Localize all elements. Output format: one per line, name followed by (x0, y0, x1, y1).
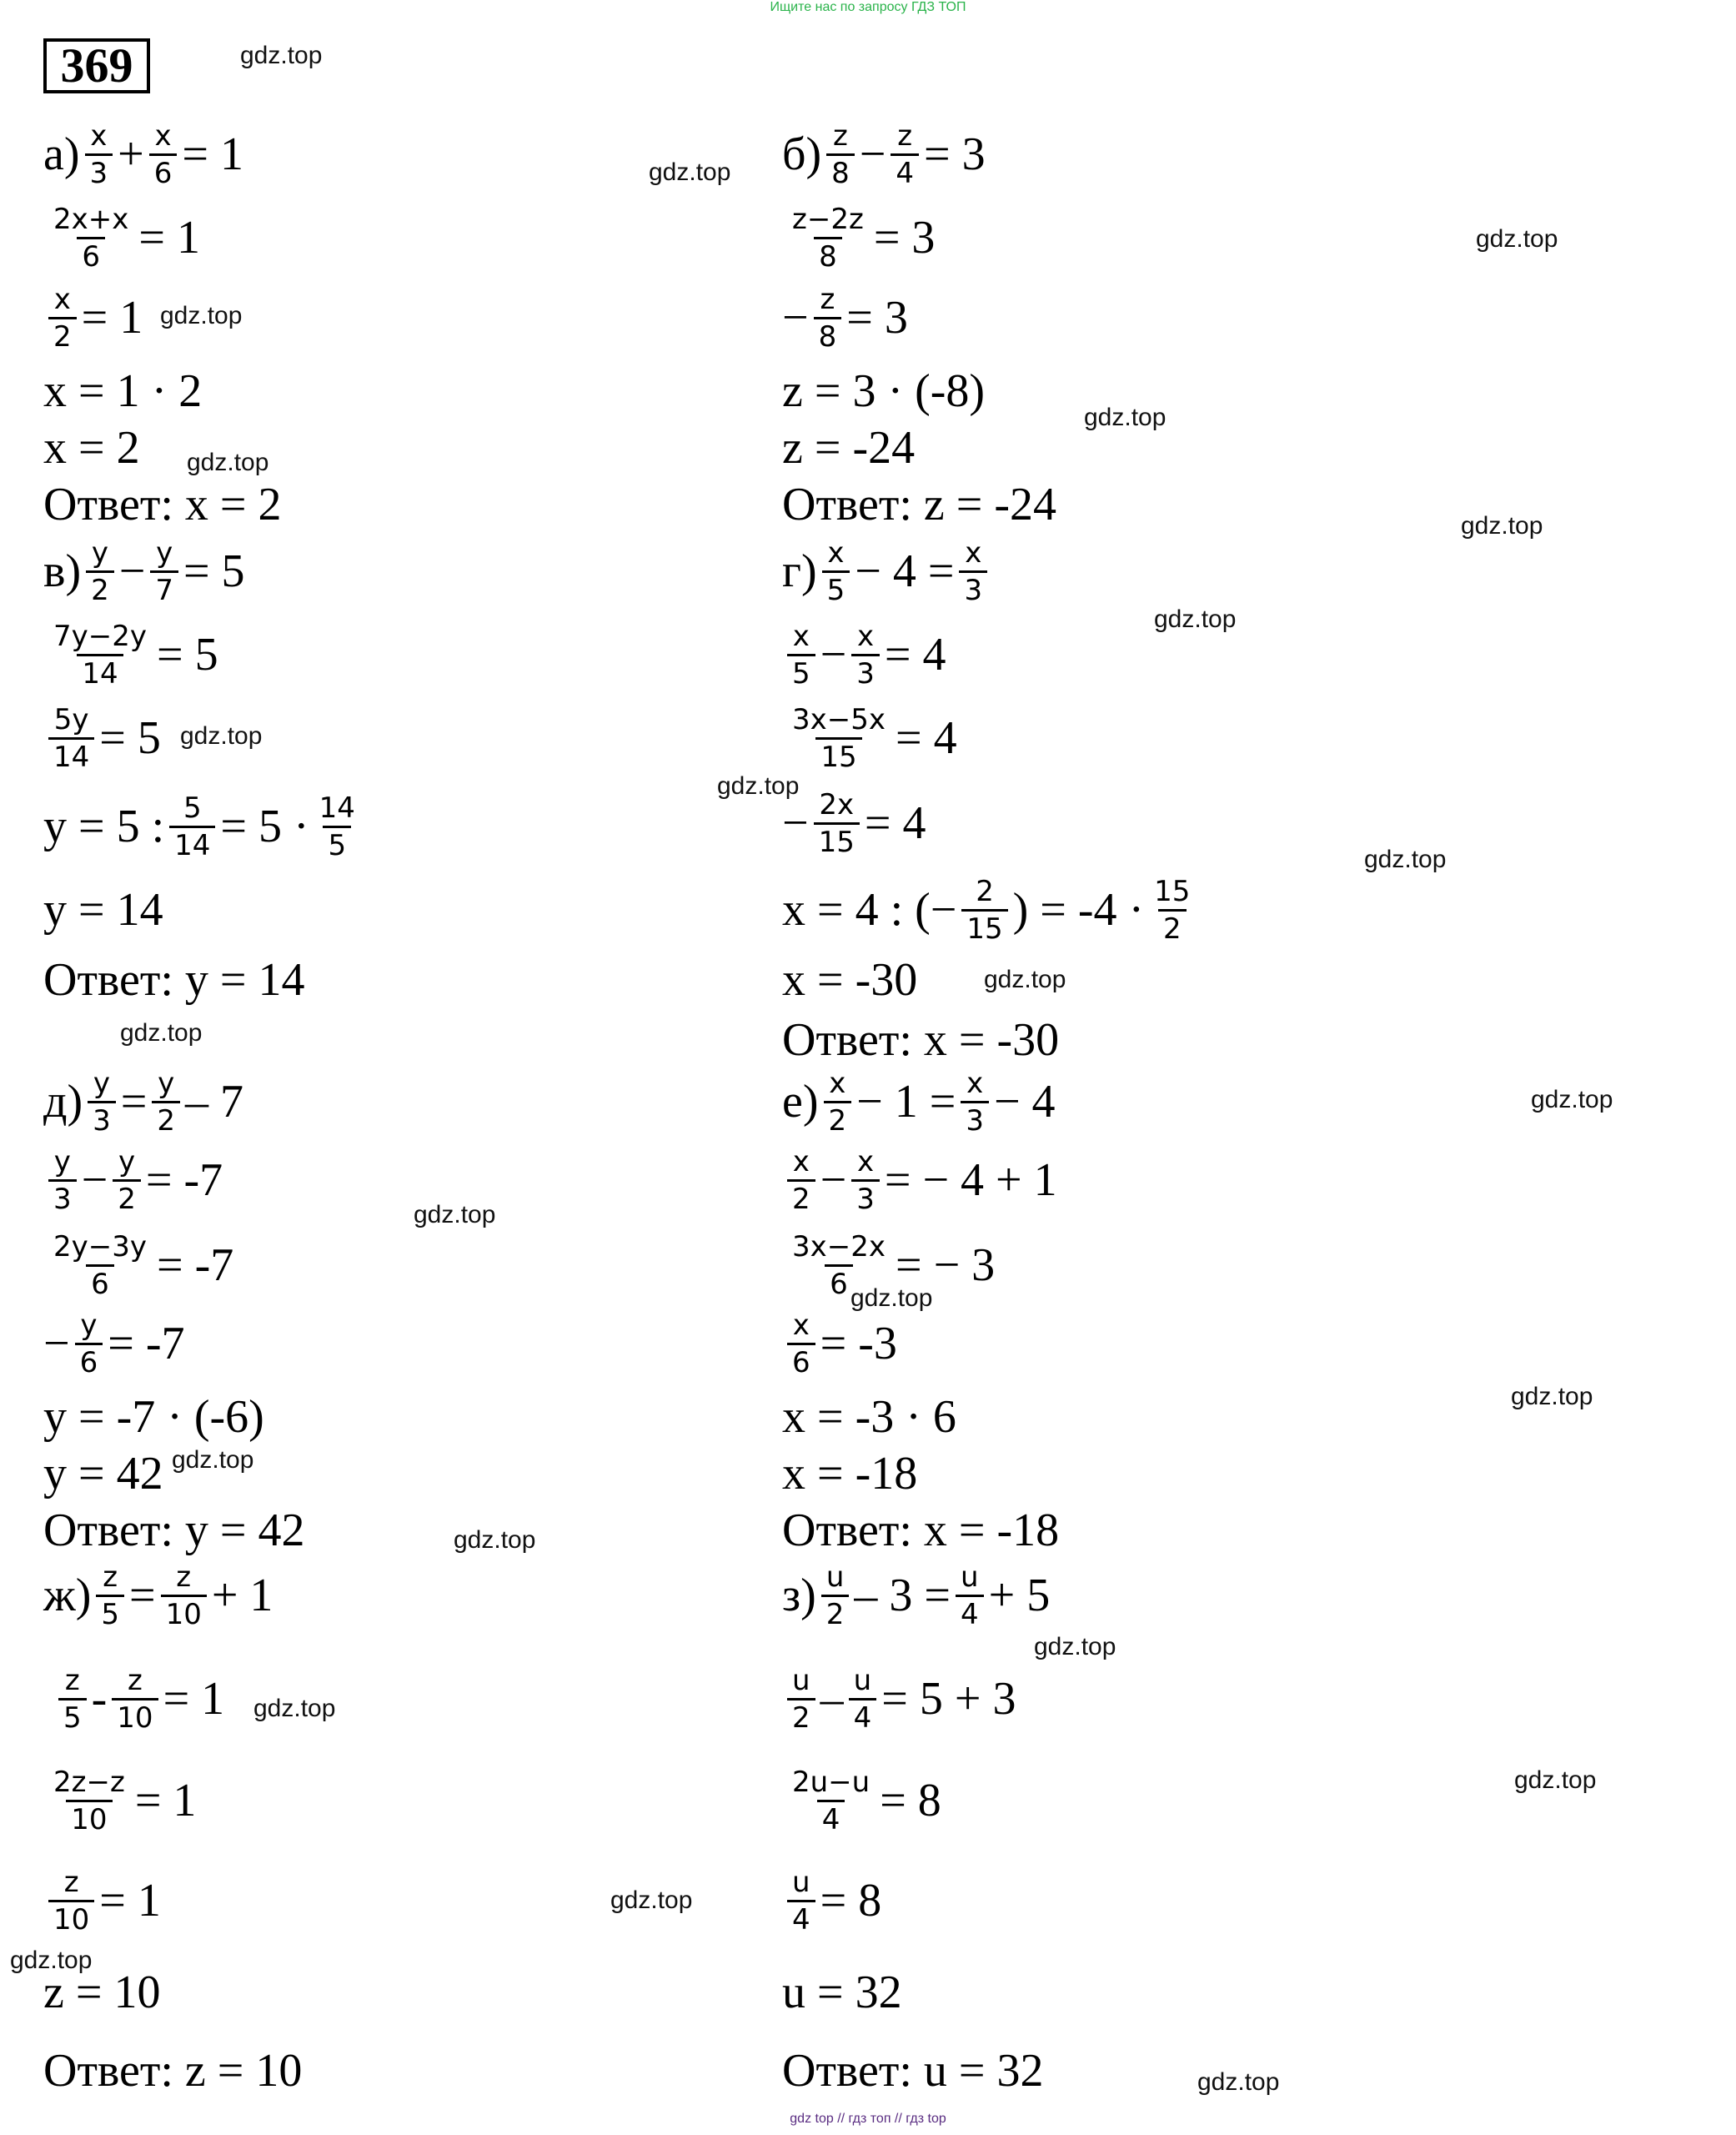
part-d-equation: д) $\frac{y}{3}$ = $\frac{y}{2}$ – 7 (43, 1066, 244, 1138)
part-d-step: y = -7 · (-6) (43, 1391, 264, 1443)
fraction: $\frac{2}{15}$ (961, 874, 1007, 947)
fraction: $\frac{z}{10}$ (48, 1865, 94, 1937)
part-e-step: $\frac{x}{2}$ − $\frac{x}{3}$ = − 4 + 1 (782, 1143, 1057, 1218)
fraction: $\frac{x}{3}$ (851, 619, 880, 691)
part-e-step: x = -18 (782, 1448, 918, 1500)
part-a-answer: Ответ: x = 2 (43, 479, 282, 530)
watermark: gdz.top (1461, 512, 1543, 540)
watermark: gdz.top (1476, 225, 1558, 253)
watermark: gdz.top (1154, 605, 1237, 633)
fraction: $\frac{z}{5}$ (96, 1560, 124, 1632)
watermark: gdz.top (850, 1284, 933, 1312)
part-d-step: $\frac{y}{3}$ − $\frac{y}{2}$ = -7 (43, 1143, 223, 1218)
watermark: gdz.top (1364, 846, 1447, 873)
part-b-step: $\frac{z-2z}{8}$ = 3 (782, 200, 935, 275)
watermark: gdz.top (1034, 1633, 1116, 1660)
watermark: gdz.top (120, 1019, 203, 1047)
footer: gdz top // гдз топ // гдз top (790, 2112, 946, 2126)
watermark: gdz.top (10, 1947, 93, 1974)
part-zh-step: z = 10 (43, 1967, 161, 2018)
part-zh-step: $\frac{z}{5}$ - $\frac{z}{10}$ = 1 (53, 1661, 224, 1736)
fraction: $\frac{z}{8}$ (826, 118, 855, 191)
part-d-answer: Ответ: y = 42 (43, 1505, 305, 1556)
part-label: г) (782, 545, 817, 597)
part-label: в) (43, 545, 82, 597)
part-v-step: $\frac{5y}{14}$ = 5 (43, 701, 161, 776)
fraction: $\frac{u}{4}$ (956, 1560, 984, 1632)
part-d-step: − $\frac{y}{6}$ = -7 (43, 1308, 185, 1379)
part-v-answer: Ответ: y = 14 (43, 954, 305, 1006)
fraction: $\frac{z}{8}$ (814, 282, 842, 354)
part-e-equation: е) $\frac{x}{2}$ − 1 = $\frac{x}{3}$ − 4 (782, 1066, 1056, 1138)
fraction: $\frac{15}{2}$ (1154, 874, 1191, 946)
fraction: $\frac{14}{5}$ (319, 791, 355, 862)
part-v-equation: в) $\frac{y}{2}$ − $\frac{y}{7}$ = 5 (43, 535, 245, 607)
fraction: $\frac{5}{14}$ (169, 791, 215, 863)
problem-number: 369 (43, 38, 150, 93)
part-a-step: $\frac{2x+x}{6}$ = 1 (43, 200, 200, 275)
fraction: $\frac{7y-2y}{14}$ (53, 619, 147, 691)
fraction: $\frac{y}{3}$ (48, 1144, 77, 1217)
fraction: $\frac{y}{3}$ (88, 1066, 116, 1138)
part-z-equation: з) $\frac{u}{2}$ – 3 = $\frac{u}{4}$ + 5 (782, 1560, 1051, 1631)
part-z-step: u = 32 (782, 1967, 902, 2018)
part-g-answer: Ответ: x = -30 (782, 1014, 1060, 1066)
watermark: gdz.top (1511, 1383, 1593, 1410)
part-b-equation: б) $\frac{z}{8}$ − $\frac{z}{4}$ = 3 (782, 118, 986, 190)
fraction: $\frac{x}{6}$ (787, 1308, 815, 1380)
watermark: gdz.top (160, 302, 243, 329)
part-a-step: x = 1 · 2 (43, 365, 203, 417)
fraction: $\frac{x}{2}$ (824, 1066, 852, 1138)
fraction: $\frac{u}{4}$ (787, 1865, 815, 1937)
part-e-step: $\frac{3x-2x}{6}$ = − 3 (782, 1228, 995, 1303)
fraction: $\frac{y}{6}$ (75, 1308, 103, 1380)
fraction: $\frac{z}{10}$ (161, 1560, 207, 1632)
watermark: gdz.top (454, 1526, 536, 1554)
part-zh-equation: ж) $\frac{z}{5}$ = $\frac{z}{10}$ + 1 (43, 1560, 273, 1631)
fraction: $\frac{x}{5}$ (822, 535, 850, 608)
part-g-step: x = -30 (782, 954, 918, 1006)
part-g-step: $\frac{x}{5}$ − $\frac{x}{3}$ = 4 (782, 617, 946, 692)
fraction: $\frac{u}{2}$ (787, 1663, 815, 1736)
fraction: $\frac{u}{2}$ (821, 1560, 850, 1632)
part-e-step: $\frac{x}{6}$ = -3 (782, 1306, 897, 1381)
fraction: $\frac{x}{3}$ (959, 535, 987, 608)
part-label: д) (43, 1076, 83, 1128)
watermark: gdz.top (414, 1201, 496, 1228)
fraction: $\frac{y}{2}$ (152, 1066, 180, 1138)
watermark: gdz.top (187, 449, 269, 476)
watermark: gdz.top (1514, 1766, 1597, 1794)
part-a-equation: а) $\frac{x}{3}$ + $\frac{x}{6}$ = 1 (43, 118, 243, 190)
watermark: gdz.top (172, 1446, 254, 1474)
fraction: $\frac{x}{5}$ (787, 619, 815, 691)
part-a-step: x = 2 (43, 422, 140, 474)
watermark: gdz.top (984, 966, 1066, 993)
fraction: $\frac{u}{4}$ (849, 1663, 877, 1736)
part-z-step: $\frac{u}{4}$ = 8 (782, 1863, 881, 1938)
fraction: $\frac{3x-5x}{15}$ (792, 702, 886, 774)
fraction: $\frac{5y}{14}$ (48, 702, 94, 775)
part-zh-step: $\frac{z}{10}$ = 1 (43, 1863, 161, 1938)
part-v-step: y = 5 : $\frac{5}{14}$ = 5 · $\frac{14}{5}$ (43, 789, 365, 864)
watermark: gdz.top (717, 772, 800, 800)
fraction: $\frac{y}{7}$ (150, 535, 178, 608)
watermark: gdz.top (649, 158, 731, 186)
part-label: е) (782, 1076, 819, 1128)
part-label: б) (782, 128, 822, 180)
part-a-step: $\frac{x}{2}$ = 1 (43, 280, 143, 355)
watermark: gdz.top (1197, 2068, 1280, 2096)
fraction: $\frac{x}{2}$ (787, 1144, 815, 1217)
part-g-step: x = 4 : (− $\frac{2}{15}$ ) = -4 · $\frac{15}{2}$ (782, 872, 1200, 947)
fraction: $\frac{2x}{15}$ (814, 787, 860, 860)
fraction: $\frac{x}{3}$ (85, 118, 113, 191)
part-g-step: $\frac{3x-5x}{15}$ = 4 (782, 701, 957, 776)
watermark: gdz.top (610, 1886, 693, 1914)
part-d-step: $\frac{2y-3y}{6}$ = -7 (43, 1228, 233, 1303)
part-b-step: z = 3 · (-8) (782, 365, 986, 417)
fraction: $\frac{3x-2x}{6}$ (792, 1229, 886, 1301)
part-b-step: z = -24 (782, 422, 916, 474)
part-z-answer: Ответ: u = 32 (782, 2045, 1044, 2097)
part-label: а) (43, 128, 80, 180)
fraction: $\frac{z}{4}$ (891, 118, 919, 191)
part-e-answer: Ответ: x = -18 (782, 1505, 1060, 1556)
watermark: gdz.top (180, 722, 263, 750)
watermark: gdz.top (1084, 404, 1167, 431)
part-b-answer: Ответ: z = -24 (782, 479, 1056, 530)
part-d-step: y = 42 (43, 1448, 163, 1500)
fraction: $\frac{y}{2}$ (113, 1144, 141, 1217)
part-v-step: $\frac{7y-2y}{14}$ = 5 (43, 617, 218, 692)
watermark: gdz.top (240, 42, 323, 69)
part-label: ж) (43, 1570, 92, 1621)
fraction: $\frac{2u-u}{4}$ (792, 1765, 871, 1836)
fraction: $\frac{x}{3}$ (851, 1144, 880, 1217)
fraction: $\frac{z}{10}$ (112, 1663, 158, 1736)
fraction: $\frac{2y-3y}{6}$ (53, 1229, 147, 1301)
fraction: $\frac{x}{2}$ (48, 282, 77, 354)
fraction: $\frac{z-2z}{8}$ (792, 202, 864, 274)
fraction: $\frac{y}{2}$ (86, 535, 114, 608)
part-g-equation: г) $\frac{x}{5}$ − 4 = $\frac{x}{3}$ (782, 534, 992, 609)
fraction: $\frac{2x+x}{6}$ (53, 202, 129, 274)
fraction: $\frac{x}{6}$ (149, 118, 178, 191)
part-b-step: − $\frac{z}{8}$ = 3 (782, 282, 908, 354)
fraction: $\frac{x}{3}$ (961, 1066, 989, 1138)
part-label: з) (782, 1570, 816, 1621)
part-z-step: $\frac{2u-u}{4}$ = 8 (782, 1763, 941, 1838)
watermark: gdz.top (1531, 1086, 1613, 1113)
part-v-step: y = 14 (43, 884, 163, 936)
top-banner: Ищите нас по запросу ГДЗ ТОП (770, 0, 966, 14)
fraction: $\frac{z}{5}$ (58, 1663, 87, 1736)
part-zh-answer: Ответ: z = 10 (43, 2045, 303, 2097)
part-g-step: − $\frac{2x}{15}$ = 4 (782, 787, 926, 859)
part-z-step: $\frac{u}{2}$ – $\frac{u}{4}$ = 5 + 3 (782, 1661, 1016, 1736)
fraction: $\frac{2z-z}{10}$ (53, 1765, 125, 1836)
part-e-step: x = -3 · 6 (782, 1391, 956, 1443)
part-zh-step: $\frac{2z-z}{10}$ = 1 (43, 1763, 196, 1838)
watermark: gdz.top (253, 1695, 336, 1722)
